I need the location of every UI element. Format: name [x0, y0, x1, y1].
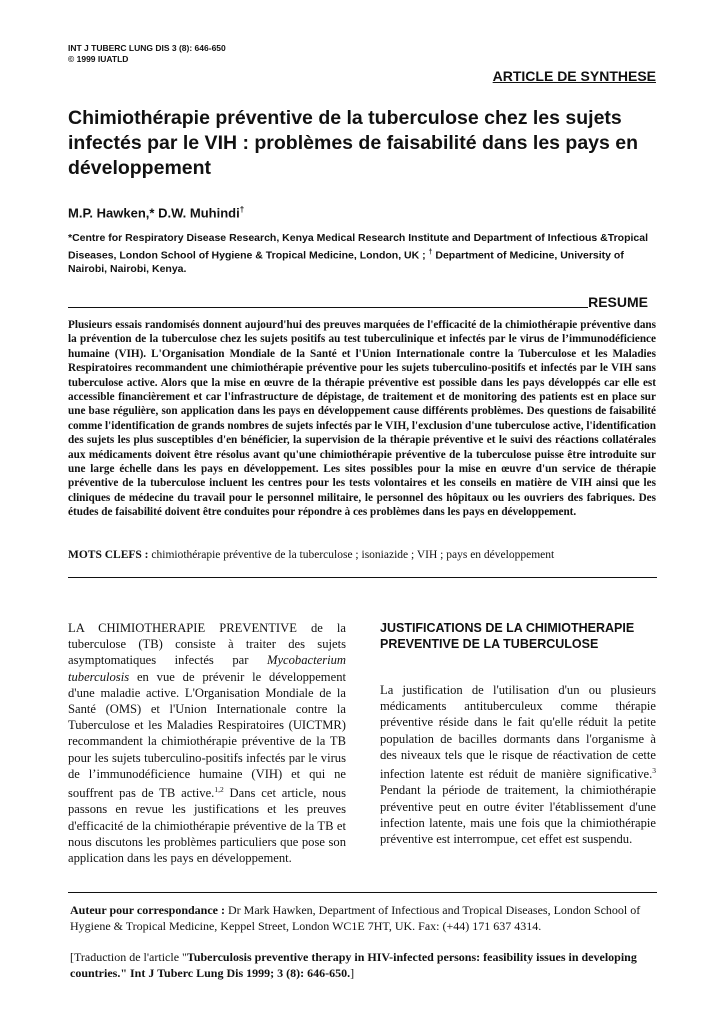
translation-title: Tuberculosis preventive therapy in HIV-infected persons: feasibility issues in developing countries." Int J Tuberc Lung Dis 1999; 3 (8): 646-650. [70, 950, 637, 980]
keywords-label: MOTS CLEFS : [68, 549, 149, 561]
citation-ref-3: 3 [652, 766, 656, 776]
affiliations [68, 232, 648, 276]
correspondence-label: Auteur pour correspondance : [70, 903, 226, 917]
citation-ref-1-2: 1,2 [214, 785, 224, 795]
intro-text: LA CHIMIOTHERAPIE PREVENTIVE de la tuberculose (TB) consiste à traiter des sujets asymptomatiques infectés par [68, 621, 346, 668]
abstract-text: Plusieurs essais randomisés donnent aujourd'hui des preuves marquées de l'efficacité de la chimiothérapie préventive dans la prévention de la tuberculose chez les sujets positifs au test tuberculinique et infectés par le virus de l’immunodéficience humaine (VIH). L'Organisation Mondiale de la Santé et l'Union Internationale contre la Tuberculose et les Maladies Respiratoires recommandent une chimiothérapie préventive pour les sujets tuberculino-positifs et infectés par le VIH sans tuberculose active. Alors que la mise en œuvre de la thérapie préventive est possible dans les pays développés car elle est accessible financièrement et car l'infrastructure de dépistage, de traitement et de monitoring des patients est en place sur une base régulière, son application dans les pays en développement cause différents problèmes. Des questions de faisabilité comme l'identification de grands nombres de sujets infectés par le VIH, l'exclusion d'une tuberculose active, l'identification des sujets les plus susceptibles d'en bénéficier, la supervision de la thérapie préventive et le suivi des réactions collatérales aux médicaments doivent être résolus avant qu'une chimiothérapie préventive de la tuberculose puisse être introduite sur une large échelle dans les pays en développement. Les sites possibles pour la mise en œuvre d'un service de thérapie préventive de la tuberculose incluent les centres pour les tests volontaires et les conseils en matière de VIH ainsi que les cliniques de médecine du travail pour le personnel militaire, le personnel des hôpitaux ou les ouvriers des fabriques. Des études de faisabilité doivent être conduites pour répondre à ces problèmes dans les pays en développement. [68, 319, 656, 519]
keywords-divider [68, 577, 657, 578]
journal-citation: INT J TUBERC LUNG DIS 3 (8): 646-650 [68, 43, 226, 53]
translation-open: [Traduction de l'article " [70, 950, 187, 964]
keywords-values: chimiothérapie préventive de la tuberculose ; isoniazide ; VIH ; pays en développement [151, 549, 555, 561]
species-name: Mycobacterium tuberculosis [68, 653, 346, 684]
section-heading-justifications: JUSTIFICATIONS DE LA CHIMIOTHERAPIE PREVENTIVE DE LA TUBERCULOSE [380, 621, 635, 651]
correspondence-text: Dr Mark Hawken, Department of Infectious and Tropical Diseases, London School of Hygiene & Tropical Medicine, Keppel Street, London WC1E 7HT, UK. Fax: (+44) 171 637 4314. [70, 903, 641, 933]
affiliation-1: *Centre for Respiratory Disease Research, Kenya Medical Research Institute and Department of Infectious &Tropical Diseases, London School of Hygiene & Tropical Medicine, London, UK ; [68, 232, 649, 261]
affiliation-2: Department of Medicine, University of Nairobi, Nairobi, Kenya. [68, 249, 624, 275]
justification-text: La justification de l'utilisation d'un ou plusieurs médicaments antituberculeux comme thérapie préventive réside dans le fait qu'elle réduit la petite population de bacilles dormants dans l'organisme à des niveaux tels que le risque de réactivation de cette infection latente est réduit de manière significative. [380, 683, 656, 782]
correspondence-note [70, 903, 656, 934]
body-left-column [68, 620, 346, 866]
intro-text-end: Dans cet article, nous passons en revue les justifications et les preuves d'efficacité de la chimiothérapie préventive de la TB et nous discutons les problèmes particuliers que pose son application dans les pays en développement. [68, 786, 347, 866]
translation-note [70, 950, 656, 981]
body-right-column [380, 682, 656, 847]
keywords [68, 549, 656, 561]
authors [68, 205, 244, 220]
abstract-heading: RESUME [588, 294, 648, 310]
translation-close: ] [350, 965, 355, 980]
abstract-divider [68, 307, 588, 308]
article-type-label: ARTICLE DE SYNTHESE [492, 68, 656, 84]
affiliation-dagger: † [428, 248, 433, 256]
justification-text-end: Pendant la période de traitement, la chimiothérapie préventive peut en outre éviter l'établissement d'une infection latente, mais une fois que la chimiothérapie préventive est interrompue, cet effet est suspendu. [380, 783, 656, 847]
intro-text-cont: en vue de prévenir le développement d'une maladie active. L'Organisation Mondiale de la Santé (OMS) et l'Union Internationale contre la Tuberculose et les Maladies Respiratoires (UICTMR) recommandent la chimiothérapie préventive de la TB pour les sujets tuberculino-positifs infectés par le virus de l’immunodéficience humaine (VIH) et qui ne souffrent pas de TB active. [68, 669, 346, 801]
copyright-line: © 1999 IUATLD [68, 54, 129, 64]
footer-divider [68, 892, 657, 893]
author-2: D.W. Muhindi [158, 205, 240, 221]
author-1: M.P. Hawken,* [68, 205, 155, 221]
journal-reference [68, 43, 226, 65]
article-title: Chimiothérapie préventive de la tuberculose chez les sujets infectés par le VIH : problèmes de faisabilité dans les pays en développement [68, 107, 639, 179]
author-2-dagger: † [239, 205, 245, 214]
